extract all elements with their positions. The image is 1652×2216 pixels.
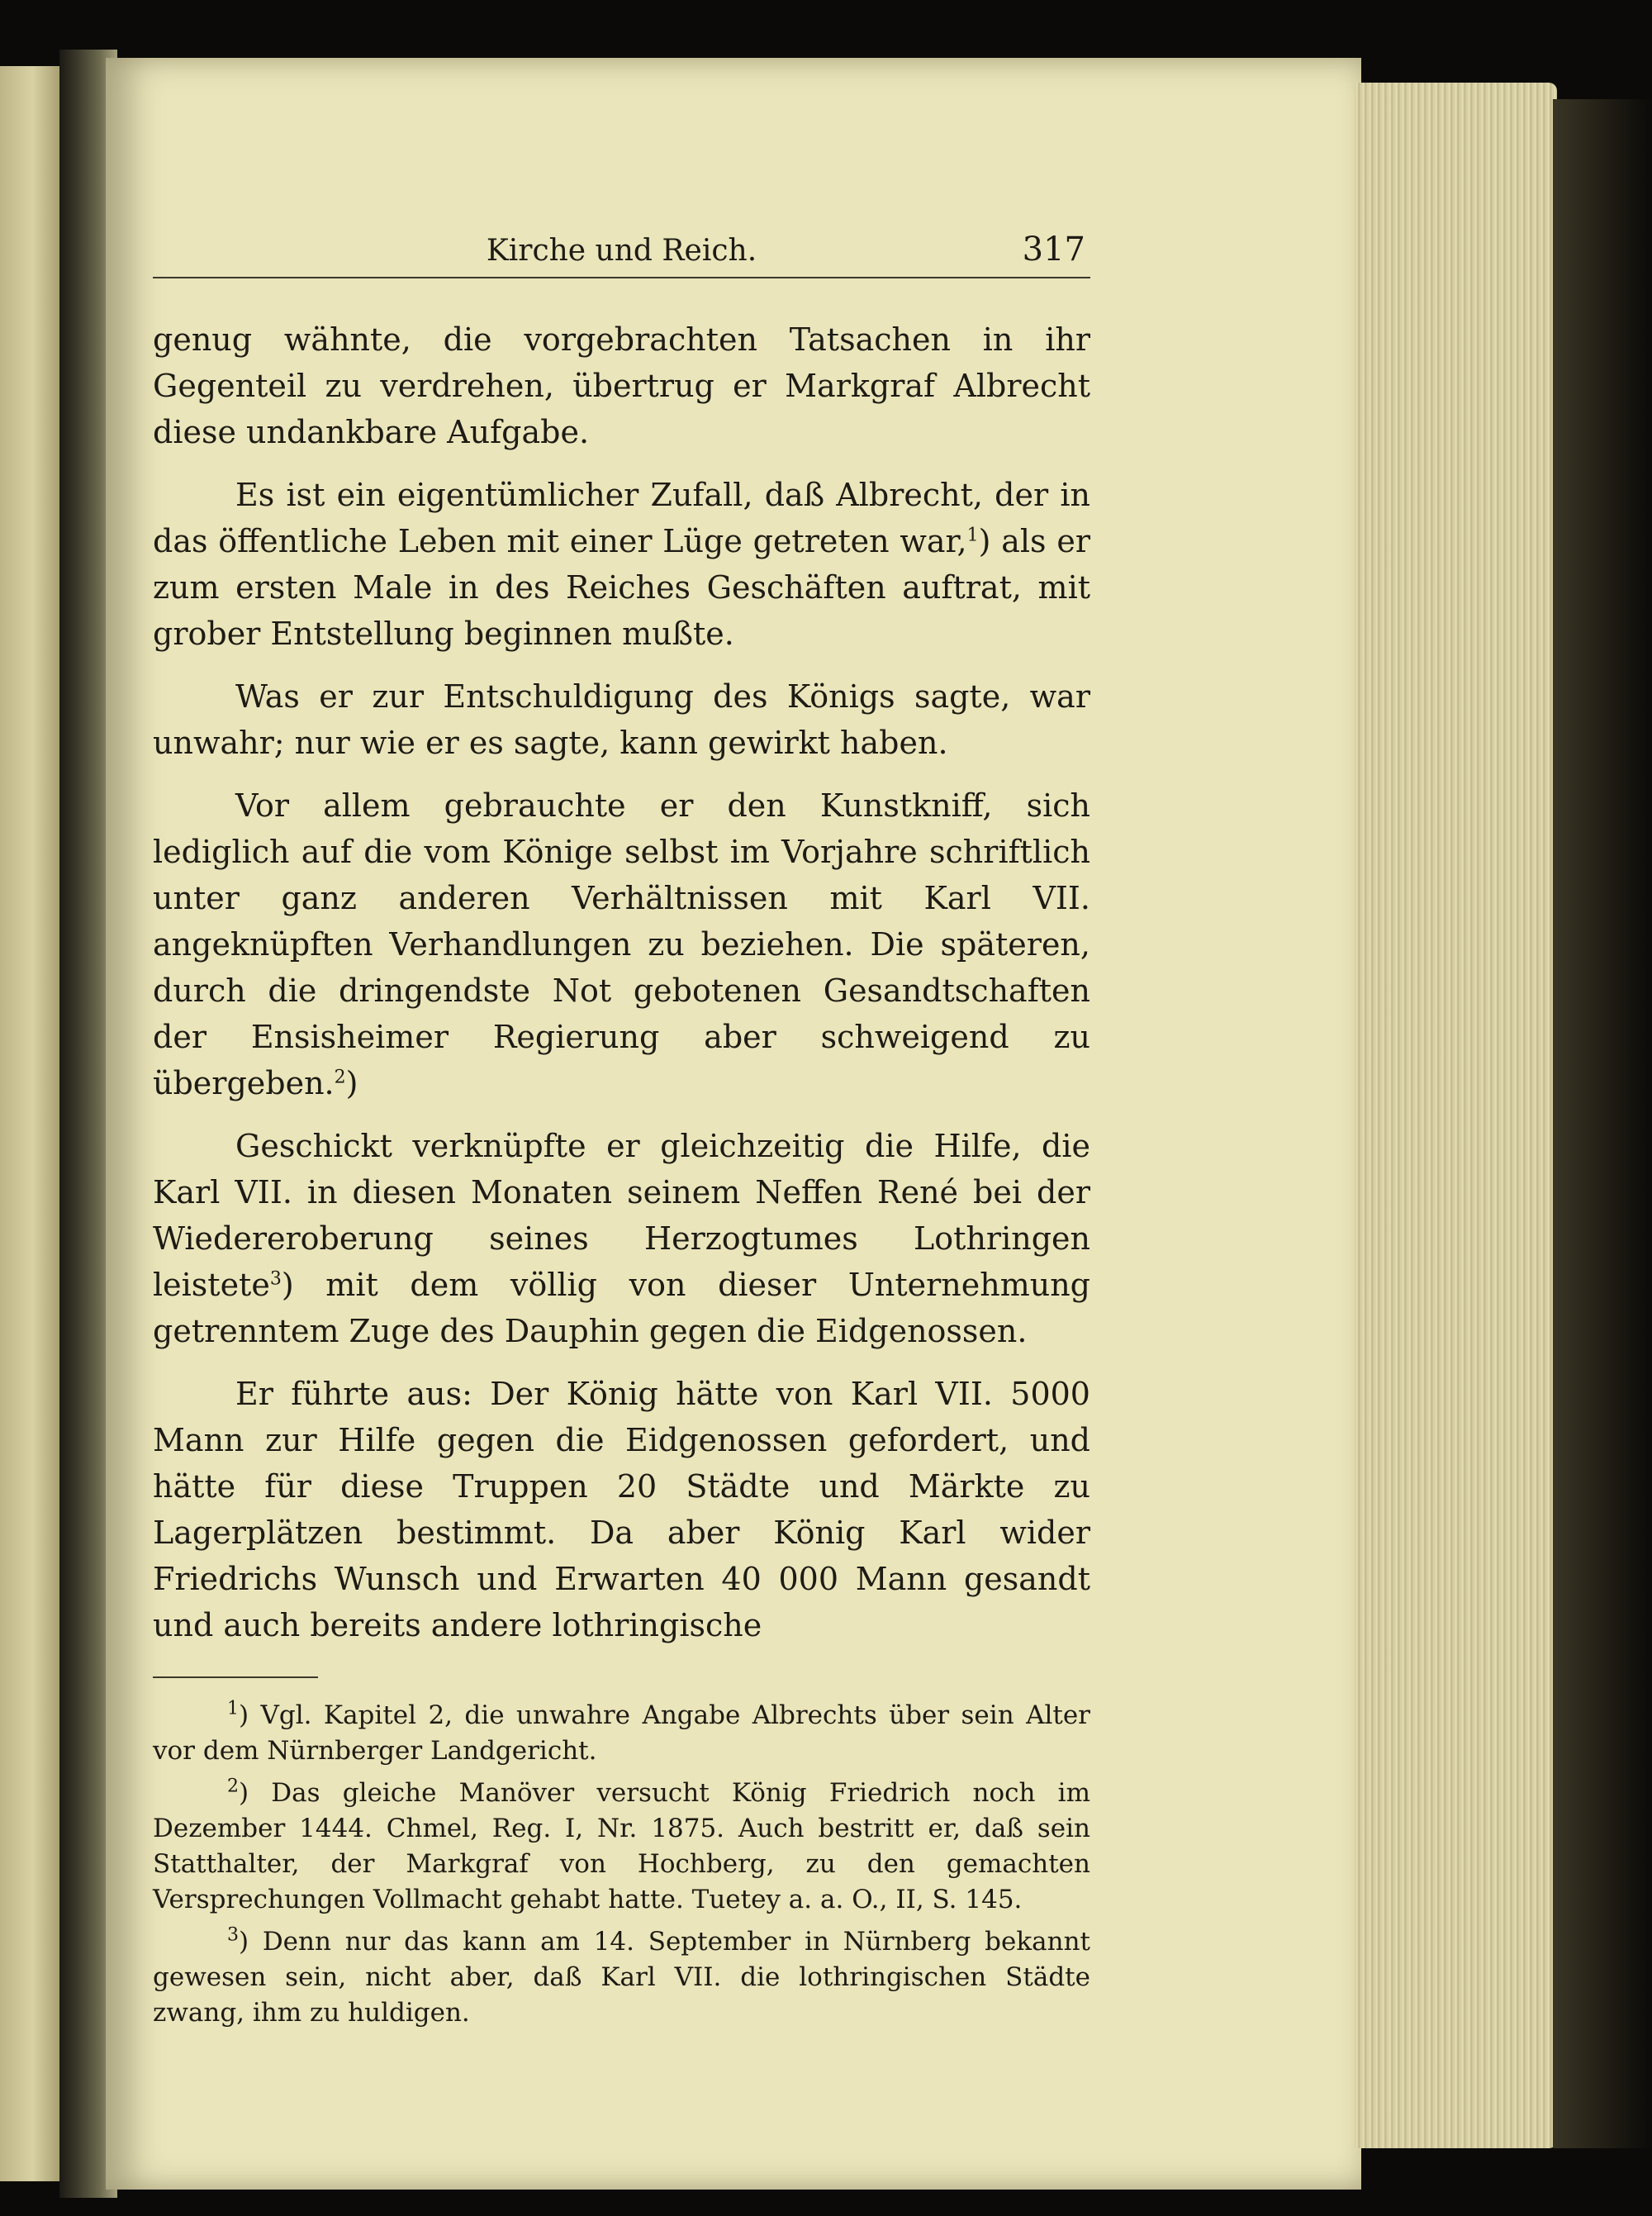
footnote-ref-1: 1 (966, 525, 979, 546)
footnote-3: $^3$) Denn nur das kann am 14. September in Nürnberg bekannt gewesen sein, nicht aber, daß Karl VII. die lothringischen Städte zwang, ihm zu huldigen. (153, 1924, 1090, 2028)
paragraph-1: genug wähnte, die vorgebrachten Tatsachen in ihr Gegenteil zu verdrehen, übertrug er Markgraf Albrecht diese undankbare Aufgabe. (153, 321, 1090, 450)
paragraph-6: Er führte aus: Der König hätte von Karl VII. 5000 Mann zur Hilfe gegen die Eidgenossen gefordert, und hätte für diese Truppen 20 Städte und Märkte zu Lagerplätzen bestimmt. Da aber König Karl wider Friedrichs Wunsch und Erwarten 40 000 Mann gesandt und auch bereits andere lothringische (153, 1376, 1090, 1643)
footnote-2: $^2$) Das gleiche Manöver versucht König Friedrich noch im Dezember 1444. Chmel, Reg. I, Nr. 1875. Auch bestritt er, daß sein Statthalter, der Markgraf von Hochberg, zu den gemachten Versprechungen Vollmacht gehabt hatte. Tuetey a. a. O., II, S. 145. (153, 1776, 1090, 1914)
page-number: 317 (1022, 231, 1085, 269)
running-head-title: Kirche und Reich. (486, 234, 757, 268)
previous-page-edge (0, 66, 59, 2181)
page-edges (1355, 83, 1557, 2148)
footnote-separator (153, 1676, 318, 1678)
page-content (153, 227, 1090, 2038)
running-head (153, 227, 1090, 278)
footnote-ref-2: 2 (334, 1067, 346, 1088)
footnote-ref-3: 3 (269, 1268, 282, 1290)
paragraph-4: Vor allem gebrauchte er den Kunstkniff, sich lediglich auf die vom Könige selbst im Vorjahre schriftlich unter ganz anderen Verhältnissen mit Karl VII. angeknüpften Verhandlungen zu beziehen. Die späteren, durch die dringendste Not gebotenen Gesandtschaften der Ensisheimer Regierung aber schweigend zu übergeben.$^2$) (153, 787, 1090, 1101)
paragraph-2: Es ist ein eigentümlicher Zufall, daß Albrecht, der in das öffentliche Leben mit einer Lüge getreten war,$^1$) als er zum ersten Male in des Reiches Geschäften auftrat, mit grober Entstellung beginnen mußte. (153, 477, 1091, 652)
page-edges-shadow (1553, 99, 1652, 2148)
footnote-1: $^1$) Vgl. Kapitel 2, die unwahre Angabe Albrechts über sein Alter vor dem Nürnberger Landgericht. (153, 1698, 1090, 1766)
paragraph-3: Was er zur Entschuldigung des Königs sagte, war unwahr; nur wie er es sagte, kann gewirkt haben. (153, 678, 1090, 761)
paragraph-5: Geschickt verknüpfte er gleichzeitig die Hilfe, die Karl VII. in diesen Monaten seinem Neffen René bei der Wiedereroberung seines Herzogtumes Lothringen leistete$^3$) mit dem völlig von dieser Unternehmung getrenntem Zuge des Dauphin gegen die Eidgenossen. (153, 1128, 1090, 1349)
